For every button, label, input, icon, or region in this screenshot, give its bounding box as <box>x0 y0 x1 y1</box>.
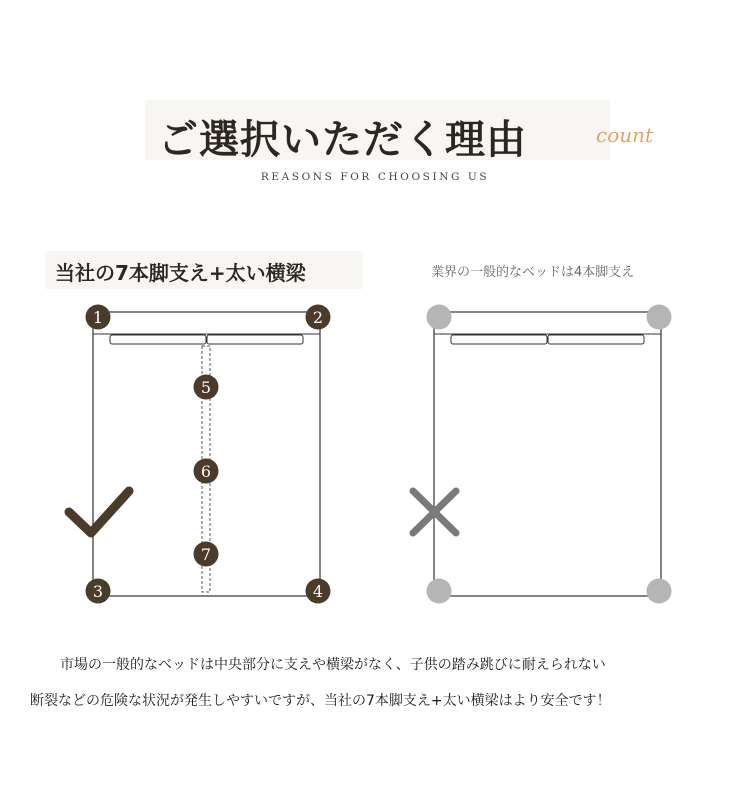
leg-5 <box>194 375 219 400</box>
svg-text:2: 2 <box>312 308 324 327</box>
svg-text:3: 3 <box>92 582 104 601</box>
svg-text:4: 4 <box>312 582 324 601</box>
gray-leg-top-left <box>427 305 452 330</box>
left-panel-heading: 当社の7本脚支え+太い横梁 <box>55 261 306 285</box>
svg-text:1: 1 <box>92 308 104 327</box>
svg-text:5: 5 <box>200 378 212 397</box>
description-line-2: 断裂などの危険な状況が発生しやすいですが、当社の7本脚支え+太い横梁はより安全です！ <box>30 693 611 709</box>
script-decoration: count <box>596 123 654 147</box>
leg-1 <box>86 305 111 330</box>
leg-7 <box>194 542 219 567</box>
leg-3 <box>86 579 111 604</box>
gray-leg-top-right <box>647 305 672 330</box>
page-title: ご選択いただく理由 <box>158 117 527 163</box>
gray-leg-bottom-right <box>647 579 672 604</box>
right-panel-heading: 業界の一般的なベッドは4本脚支え <box>431 265 635 280</box>
svg-text:6: 6 <box>200 462 212 481</box>
check-icon <box>69 491 129 533</box>
leg-6 <box>194 459 219 484</box>
svg-text:7: 7 <box>200 545 212 564</box>
page-subtitle: REASONS FOR CHOOSING US <box>260 171 490 183</box>
right-bed-frame <box>434 312 661 596</box>
leg-4 <box>306 579 331 604</box>
description-line-1: 市場の一般的なベッドは中央部分に支えや横梁がなく、子供の踏み跳びに耐えられない <box>60 657 606 673</box>
gray-leg-bottom-left <box>427 579 452 604</box>
leg-2 <box>306 305 331 330</box>
